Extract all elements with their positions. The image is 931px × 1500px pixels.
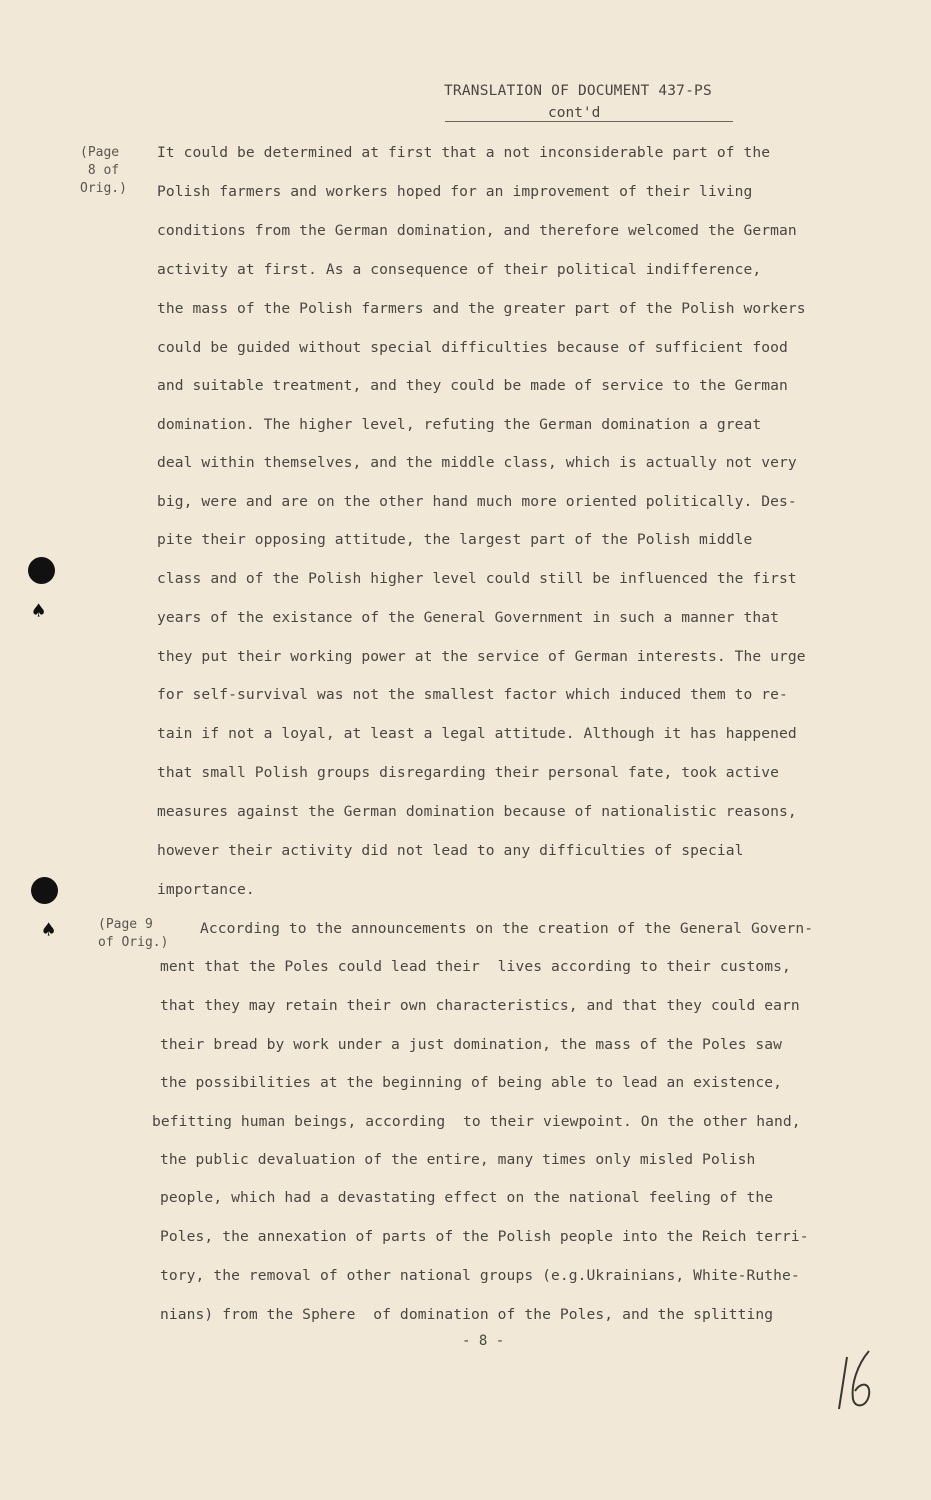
text-line: that small Polish groups disregarding their personal fate, took active (157, 764, 780, 781)
header-underline (445, 121, 733, 122)
text-line: Poles, the annexation of parts of the Polish people into the Reich terri- (160, 1228, 809, 1245)
text-line: conditions from the German domination, and therefore welcomed the German (157, 222, 797, 239)
text-line: importance. (157, 881, 255, 898)
text-line: however their activity did not lead to any difficulties of special (157, 842, 744, 859)
text-line: deal within themselves, and the middle class, which is actually not very (157, 454, 797, 471)
text-line: could be guided without special difficulties because of sufficient food (157, 339, 788, 356)
text-line: the mass of the Polish farmers and the greater part of the Polish workers (157, 300, 806, 317)
punch-mark-icon: ♠ (32, 599, 46, 624)
page-number: - 8 - (462, 1333, 505, 1349)
text-line: nians) from the Sphere of domination of the Poles, and the splitting (160, 1306, 774, 1323)
text-line: ment that the Poles could lead their lives according to their customs, (160, 958, 791, 975)
text-line: years of the existance of the General Government in such a manner that (157, 609, 780, 626)
punch-hole (28, 557, 55, 584)
text-line: they put their working power at the service of German interests. The urge (157, 648, 806, 665)
handwritten-page-number (833, 1345, 893, 1415)
text-line: befitting human beings, according to their viewpoint. On the other hand, (152, 1113, 801, 1130)
text-line: and suitable treatment, and they could be made of service to the German (157, 377, 788, 394)
text-line: tain if not a loyal, at least a legal attitude. Although it has happened (157, 725, 797, 742)
text-line: class and of the Polish higher level could still be influenced the first (157, 570, 797, 587)
text-line: their bread by work under a just domination, the mass of the Poles saw (160, 1036, 783, 1053)
text-line: that they may retain their own characteristics, and that they could earn (160, 997, 800, 1014)
text-line: people, which had a devastating effect on the national feeling of the (160, 1189, 774, 1206)
text-line: It could be determined at first that a not inconsiderable part of the (157, 144, 771, 161)
text-line: tory, the removal of other national groups (e.g.Ukrainians, White-Ruthe- (160, 1267, 800, 1284)
text-line: Polish farmers and workers hoped for an improvement of their living (157, 183, 753, 200)
text-line: activity at first. As a consequence of their political indifference, (157, 261, 762, 278)
text-line: pite their opposing attitude, the largest part of the Polish middle (157, 531, 753, 548)
margin-note-page-8: (Page 8 of Orig.) (80, 145, 127, 196)
text-line: domination. The higher level, refuting the German domination a great (157, 416, 762, 433)
text-line: the possibilities at the beginning of being able to lead an existence, (160, 1074, 783, 1091)
document-subtitle: cont'd (548, 105, 601, 121)
document-title: TRANSLATION OF DOCUMENT 437-PS (444, 83, 712, 99)
punch-mark-icon: ♠ (42, 918, 56, 943)
text-line: According to the announcements on the creation of the General Govern- (200, 920, 814, 937)
punch-hole (31, 877, 58, 904)
text-line: big, were and are on the other hand much more oriented politically. Des- (157, 493, 797, 510)
margin-note-page-9: (Page 9 of Orig.) (98, 917, 169, 950)
text-line: measures against the German domination because of nationalistic reasons, (157, 803, 797, 820)
text-line: the public devaluation of the entire, many times only misled Polish (160, 1151, 756, 1168)
text-line: for self-survival was not the smallest factor which induced them to re- (157, 686, 788, 703)
